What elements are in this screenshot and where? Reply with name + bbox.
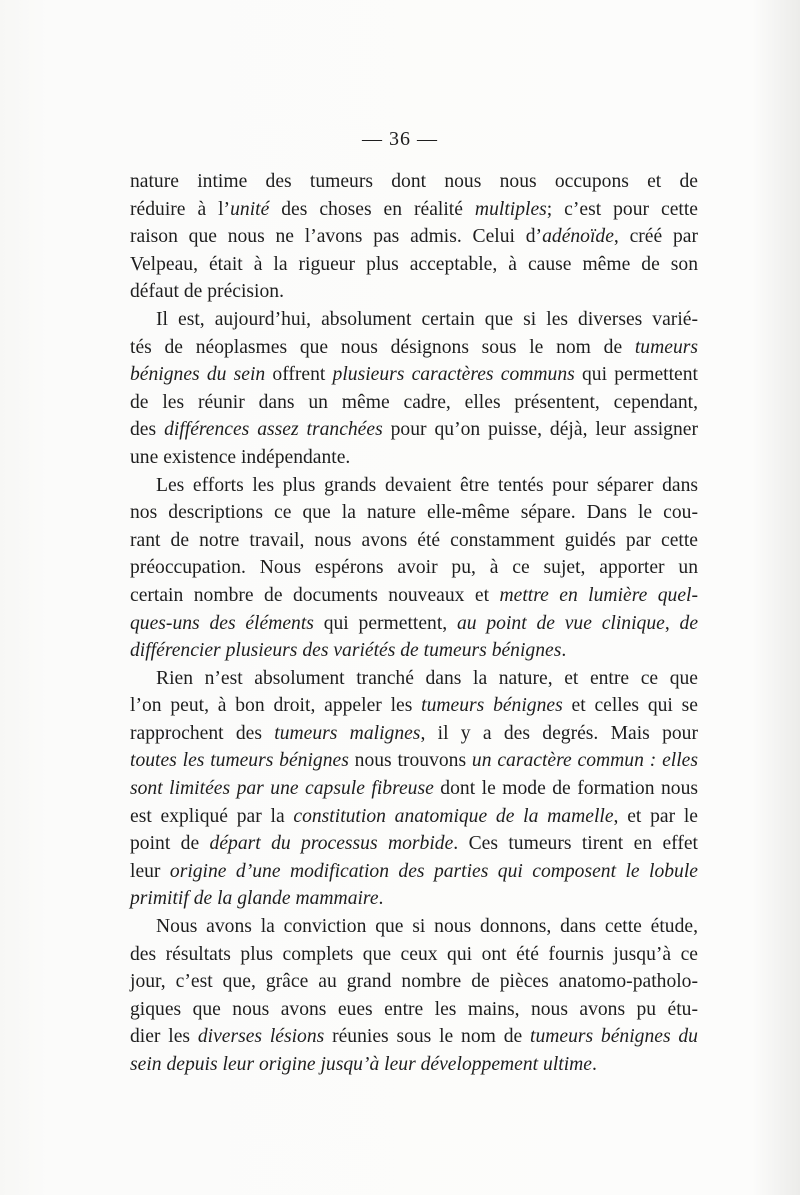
text-run: réunies sous le nom de bbox=[324, 1026, 530, 1048]
italic-text: un caractère commun : elles bbox=[471, 750, 698, 772]
text-line bbox=[130, 610, 698, 638]
text-line bbox=[130, 885, 698, 913]
italic-text: plusieurs caractères communs bbox=[332, 364, 575, 386]
text-run: l’on peut, à bon droit, appeler les bbox=[130, 695, 422, 717]
text-run: est expliqué par la bbox=[130, 805, 294, 827]
text-line bbox=[130, 196, 698, 224]
text-run: des choses en réalité bbox=[269, 198, 475, 220]
text-line bbox=[130, 554, 698, 582]
text-run: dont le mode de formation nous bbox=[433, 778, 699, 800]
italic-text: primitif de la glande mammaire bbox=[130, 888, 379, 910]
text-run: tés de néoplasmes que nous désignons sous le nom de bbox=[130, 336, 635, 358]
text-run: , créé par bbox=[613, 226, 698, 248]
italic-text: tumeurs bénignes bbox=[421, 695, 563, 717]
text-run: offrent bbox=[265, 364, 333, 386]
text-run: dier les bbox=[130, 1026, 198, 1048]
text-line bbox=[130, 665, 698, 693]
text-line bbox=[130, 361, 698, 389]
text-line bbox=[130, 306, 698, 334]
text-line bbox=[130, 1051, 698, 1079]
text-line bbox=[130, 858, 698, 886]
text-run: . bbox=[592, 1054, 597, 1075]
text-run: Velpeau, était à la rigueur plus acceptable, à cause même de son bbox=[130, 253, 698, 275]
text-line bbox=[130, 251, 698, 279]
text-run: une existence indépendante. bbox=[130, 446, 351, 468]
text-line bbox=[130, 527, 698, 555]
italic-text: unité bbox=[230, 198, 270, 220]
text-line bbox=[130, 168, 698, 196]
text-line bbox=[130, 830, 698, 858]
italic-text: de bbox=[679, 612, 699, 634]
text-run: nature intime des tumeurs dont nous nous occupons et de bbox=[130, 171, 698, 192]
text-line bbox=[130, 637, 698, 665]
text-run: . bbox=[378, 888, 384, 910]
italic-text: différences assez tranchées bbox=[164, 419, 383, 441]
italic-text: mettre en lumière quel- bbox=[499, 584, 699, 606]
italic-text: diverses lésions bbox=[197, 1026, 325, 1048]
italic-text: sont limitées par une capsule fibreuse bbox=[130, 778, 434, 800]
text-run: des résultats plus complets que ceux qui ont été fournis jusqu’à ce bbox=[130, 943, 698, 965]
italic-text: tumeurs bbox=[634, 336, 698, 358]
text-run: pour qu’on puisse, déjà, leur assigner bbox=[382, 419, 698, 441]
text-run: , et par le bbox=[613, 805, 698, 827]
text-run: nous trouvons bbox=[348, 750, 472, 772]
text-run: rant de notre travail, nous avons été constamment guidés par cette bbox=[130, 529, 698, 551]
text-run: qui permettent, bbox=[313, 612, 457, 634]
text-run: Les efforts les plus grands devaient être tentés pour séparer dans bbox=[156, 474, 698, 496]
text-run: raison que nous ne l’avons pas admis. Celui d’ bbox=[130, 226, 543, 248]
text-run: . Ces tumeurs tirent en effet bbox=[453, 833, 698, 855]
text-run: giques que nous avons eues entre les mains, nous avons pu étu- bbox=[130, 998, 698, 1020]
text-line bbox=[130, 692, 698, 720]
text-run: Nous avons la conviction que si nous donnons, dans cette étude, bbox=[156, 916, 698, 938]
text-run: jour, c’est que, grâce au grand nombre de pièces anatomo-patholo- bbox=[130, 971, 698, 993]
text-line bbox=[130, 968, 698, 996]
text-line bbox=[130, 472, 698, 500]
italic-text: départ du processus morbide bbox=[209, 833, 454, 855]
text-line bbox=[130, 803, 698, 831]
text-run: préoccupation. Nous espérons avoir pu, à ce sujet, apporter un bbox=[130, 557, 698, 579]
text-run: défaut de précision. bbox=[130, 281, 284, 303]
text-line bbox=[130, 720, 698, 748]
text-line bbox=[130, 334, 698, 362]
text-run: leur bbox=[130, 860, 170, 882]
text-line bbox=[130, 223, 698, 251]
page-number: — 36 — bbox=[362, 128, 438, 150]
text-run: de les réunir dans un même cadre, elles présentent, cependant, bbox=[130, 391, 698, 413]
text-run: point de bbox=[130, 833, 210, 855]
italic-text: multiples bbox=[474, 198, 547, 220]
italic-text: origine d’une modification des parties qui composent le lobule bbox=[169, 860, 698, 882]
text-line bbox=[130, 1023, 698, 1051]
text-run: nos descriptions ce que la nature elle-même sépare. Dans le cou- bbox=[130, 502, 698, 524]
italic-text: adénoïde bbox=[542, 226, 614, 248]
text-run: qui permettent bbox=[574, 364, 698, 386]
text-line bbox=[130, 389, 698, 417]
text-run: . bbox=[561, 640, 567, 662]
italic-text: différencier plusieurs des variétés de tumeurs bénignes bbox=[130, 640, 562, 662]
italic-text: tumeurs bénignes du bbox=[530, 1026, 698, 1048]
text-run: Il est, aujourd’hui, absolument certain que si les diverses varié- bbox=[156, 308, 698, 330]
text-run: Rien n’est absolument tranché dans la nature, et entre ce que bbox=[156, 667, 698, 689]
text-line bbox=[130, 747, 698, 775]
text-run: des bbox=[130, 419, 165, 441]
text-line bbox=[130, 416, 698, 444]
italic-text: ques-uns des éléments bbox=[130, 612, 314, 634]
text-run: rapprochent des bbox=[130, 722, 275, 744]
italic-text: bénignes du sein bbox=[130, 364, 266, 386]
italic-text: sein depuis leur origine jusqu’à leur développement ultime bbox=[130, 1054, 592, 1075]
text-line bbox=[130, 775, 698, 803]
text-line bbox=[130, 278, 698, 306]
text-line bbox=[130, 499, 698, 527]
body-text bbox=[130, 168, 698, 1079]
text-run: certain nombre de documents nouveaux et bbox=[130, 584, 500, 606]
italic-text: toutes les tumeurs bénignes bbox=[130, 750, 349, 772]
text-run: ; c’est pour cette bbox=[546, 198, 698, 220]
text-run: , il y a des degrés. Mais pour bbox=[420, 722, 698, 744]
text-run: réduire à l’ bbox=[130, 198, 231, 220]
text-line bbox=[130, 444, 698, 472]
italic-text: constitution anatomique de la mamelle bbox=[293, 805, 614, 827]
text-line bbox=[130, 582, 698, 610]
text-line bbox=[130, 996, 698, 1024]
text-line bbox=[130, 913, 698, 941]
text-line bbox=[130, 941, 698, 969]
italic-text: tumeurs malignes bbox=[274, 722, 421, 744]
text-run: et celles qui se bbox=[562, 695, 698, 717]
text-run: , bbox=[664, 612, 680, 634]
italic-text: au point de vue clinique bbox=[457, 612, 665, 634]
